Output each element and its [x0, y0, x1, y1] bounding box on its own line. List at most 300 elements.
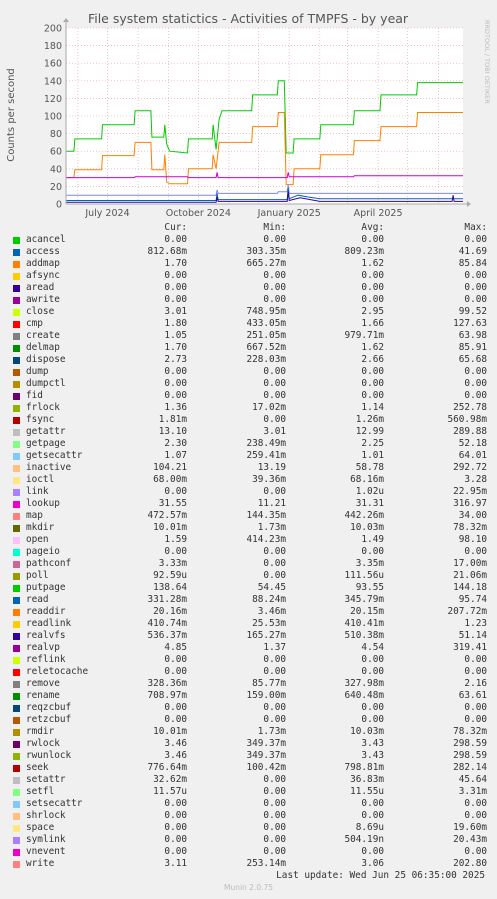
legend-cur: 328.36m	[147, 678, 187, 689]
y-tick-label: 20	[49, 181, 62, 193]
legend-avg: 410.41m	[344, 618, 384, 629]
legend-cur: 13.10	[158, 426, 187, 437]
legend-cur: 2.30	[164, 438, 187, 449]
legend-min: 3.46m	[257, 606, 286, 617]
legend-avg: 3.43	[361, 750, 384, 761]
legend-row	[0, 654, 497, 666]
y-tick-label: 200	[43, 23, 62, 35]
legend-min: 17.02m	[252, 402, 286, 413]
x-tick-label: July 2024	[85, 208, 130, 219]
legend-swatch	[13, 753, 20, 760]
legend-max: 19.60m	[453, 822, 487, 833]
legend-avg: 1.02u	[355, 486, 384, 497]
legend-cur: 0.00	[164, 702, 187, 713]
legend-row	[0, 738, 497, 750]
legend-name: vnevent	[26, 846, 66, 857]
munin-version: Munin 2.0.75	[223, 883, 274, 892]
legend-name: fid	[26, 390, 43, 401]
last-update: Last update: Wed Jun 25 06:35:00 2025	[276, 870, 485, 881]
legend-cur: 776.64m	[147, 762, 187, 773]
legend-name: setfl	[26, 786, 55, 797]
legend-name: dump	[26, 366, 49, 377]
legend-avg: 0.00	[361, 294, 384, 305]
legend-min: 303.35m	[246, 246, 286, 257]
legend-min: 144.35m	[246, 510, 286, 521]
header-avg: Avg:	[361, 222, 384, 233]
legend-min: 433.05m	[246, 318, 286, 329]
legend-row	[0, 546, 497, 558]
legend-swatch	[13, 441, 20, 448]
legend-row	[0, 678, 497, 690]
legend-max: 0.00	[464, 366, 487, 377]
legend-swatch	[13, 309, 20, 316]
legend-swatch	[13, 657, 20, 664]
legend-swatch	[13, 609, 20, 616]
legend-row	[0, 570, 497, 582]
legend-max: 2.16	[464, 678, 487, 689]
legend-cur: 0.00	[164, 714, 187, 725]
legend-name: seek	[26, 762, 49, 773]
header-cur: Cur:	[164, 222, 187, 233]
legend-min: 0.00	[263, 570, 286, 581]
legend-cur: 0.00	[164, 270, 187, 281]
legend-avg: 1.01	[361, 450, 384, 461]
legend-row	[0, 534, 497, 546]
legend-max: 63.61	[458, 690, 487, 701]
legend-swatch	[13, 429, 20, 436]
legend-min: 0.00	[263, 846, 286, 857]
legend-cur: 1.80	[164, 318, 187, 329]
legend-max: 22.95m	[453, 486, 487, 497]
legend-min: 748.95m	[246, 306, 286, 317]
legend-max: 1.23	[464, 618, 487, 629]
legend-name: symlink	[26, 834, 66, 845]
legend-name: remove	[26, 678, 60, 689]
legend-swatch	[13, 501, 20, 508]
legend-swatch	[13, 525, 20, 532]
legend-min: 54.45	[257, 582, 286, 593]
legend-max: 560.98m	[447, 414, 487, 425]
legend-name: cmp	[26, 318, 43, 329]
legend-avg: 0.00	[361, 390, 384, 401]
legend-row	[0, 834, 497, 846]
legend-cur: 0.00	[164, 666, 187, 677]
legend-swatch	[13, 741, 20, 748]
legend-swatch	[13, 345, 20, 352]
legend-avg: 0.00	[361, 270, 384, 281]
legend-min: 159.00m	[246, 690, 286, 701]
legend-swatch	[13, 729, 20, 736]
legend-row	[0, 774, 497, 786]
legend-row	[0, 270, 497, 282]
legend-min: 0.00	[263, 282, 286, 293]
legend-cur: 3.01	[164, 306, 187, 317]
legend-swatch	[13, 597, 20, 604]
legend-cur: 1.07	[164, 450, 187, 461]
legend-swatch	[13, 297, 20, 304]
legend-row	[0, 582, 497, 594]
legend-row	[0, 474, 497, 486]
legend-max: 20.43m	[453, 834, 487, 845]
legend-avg: 1.49	[361, 534, 384, 545]
legend-cur: 10.01m	[153, 522, 187, 533]
legend-row	[0, 726, 497, 738]
legend-cur: 138.64	[153, 582, 187, 593]
legend-min: 259.41m	[246, 450, 286, 461]
legend-row	[0, 786, 497, 798]
legend-swatch	[13, 417, 20, 424]
legend-min: 251.05m	[246, 330, 286, 341]
legend-min: 349.37m	[246, 738, 286, 749]
legend-swatch	[13, 489, 20, 496]
legend-cur: 0.00	[164, 366, 187, 377]
legend-min: 0.00	[263, 378, 286, 389]
legend-min: 0.00	[263, 834, 286, 845]
legend-max: 298.59	[453, 738, 487, 749]
legend-row	[0, 462, 497, 474]
legend-cur: 3.46	[164, 750, 187, 761]
legend-row	[0, 630, 497, 642]
y-tick-label: 40	[49, 164, 62, 176]
legend-avg: 504.19n	[344, 834, 384, 845]
legend-min: 0.00	[263, 714, 286, 725]
legend-name: dumpctl	[26, 378, 66, 389]
legend-name: getpage	[26, 438, 66, 449]
legend-name: dispose	[26, 354, 66, 365]
legend-swatch	[13, 717, 20, 724]
legend-row	[0, 426, 497, 438]
legend-min: 349.37m	[246, 750, 286, 761]
legend-swatch	[13, 405, 20, 412]
legend-name: fsync	[26, 414, 55, 425]
legend-name: write	[26, 858, 55, 869]
legend-name: rwlock	[26, 738, 60, 749]
legend-min: 0.00	[263, 486, 286, 497]
legend-name: rename	[26, 690, 60, 701]
legend-cur: 536.37m	[147, 630, 187, 641]
chart-title: File system statictics - Activities of TMPFS - by year	[87, 11, 409, 26]
legend-swatch	[13, 249, 20, 256]
legend-max: 298.59	[453, 750, 487, 761]
legend-swatch	[13, 645, 20, 652]
legend-max: 0.00	[464, 654, 487, 665]
legend-avg: 1.62	[361, 258, 384, 269]
legend-avg: 2.66	[361, 354, 384, 365]
legend-name: readdir	[26, 606, 66, 617]
legend-name: readlink	[26, 618, 72, 629]
legend-avg: 3.35m	[355, 558, 384, 569]
legend-swatch	[13, 585, 20, 592]
legend-swatch	[13, 465, 20, 472]
legend-row	[0, 666, 497, 678]
legend-cur: 3.33m	[158, 558, 187, 569]
legend-min: 1.37	[263, 642, 286, 653]
y-tick-label: 180	[43, 41, 62, 53]
side-label: RRDTOOL / TOBI OETIKER	[483, 20, 491, 104]
legend-avg: 0.00	[361, 378, 384, 389]
legend-cur: 0.00	[164, 798, 187, 809]
legend-cur: 20.16m	[153, 606, 187, 617]
legend-name: addmap	[26, 258, 60, 269]
legend-min: 100.42m	[246, 762, 286, 773]
legend-row	[0, 438, 497, 450]
legend-swatch	[13, 801, 20, 808]
legend-max: 52.18	[458, 438, 487, 449]
legend-row	[0, 642, 497, 654]
legend-swatch	[13, 765, 20, 772]
legend-name: frlock	[26, 402, 60, 413]
header-min: Min:	[263, 222, 286, 233]
legend-cur: 0.00	[164, 378, 187, 389]
legend-row	[0, 522, 497, 534]
legend-swatch	[13, 369, 20, 376]
legend-row	[0, 846, 497, 858]
legend-row	[0, 510, 497, 522]
legend-row	[0, 366, 497, 378]
legend-cur: 0.00	[164, 810, 187, 821]
legend-row	[0, 258, 497, 270]
legend-swatch	[13, 453, 20, 460]
legend-cur: 0.00	[164, 654, 187, 665]
legend-min: 228.03m	[246, 354, 286, 365]
legend-name: inactive	[26, 462, 72, 473]
legend-name: pathconf	[26, 558, 72, 569]
legend-name: acancel	[26, 234, 66, 245]
legend-name: awrite	[26, 294, 60, 305]
legend-avg: 2.25	[361, 438, 384, 449]
legend-avg: 0.00	[361, 810, 384, 821]
x-axis-arrow	[467, 201, 471, 207]
legend-max: 316.97	[453, 498, 487, 509]
legend-max: 85.91	[458, 342, 487, 353]
legend-cur: 410.74m	[147, 618, 187, 629]
legend-cur: 0.00	[164, 822, 187, 833]
legend-min: 0.00	[263, 390, 286, 401]
legend-max: 292.72	[453, 462, 487, 473]
legend-name: map	[26, 510, 43, 521]
legend-max: 45.64	[458, 774, 487, 785]
legend-min: 0.00	[263, 798, 286, 809]
legend-swatch	[13, 537, 20, 544]
legend-avg: 1.14	[361, 402, 384, 413]
legend-max: 78.32m	[453, 522, 487, 533]
legend-min: 253.14m	[246, 858, 286, 869]
legend-max: 0.00	[464, 378, 487, 389]
legend-name: putpage	[26, 582, 66, 593]
legend-avg: 0.00	[361, 846, 384, 857]
legend-avg: 68.16m	[350, 474, 384, 485]
legend-name: access	[26, 246, 60, 257]
legend-cur: 812.68m	[147, 246, 187, 257]
legend-row	[0, 246, 497, 258]
legend-name: getattr	[26, 426, 66, 437]
y-tick-label: 120	[43, 93, 62, 105]
legend-max: 78.32m	[453, 726, 487, 737]
legend-avg: 0.00	[361, 234, 384, 245]
legend-max: 144.18	[453, 582, 487, 593]
legend-cur: 3.11	[164, 858, 187, 869]
legend-name: space	[26, 822, 55, 833]
legend-max: 95.74	[458, 594, 487, 605]
legend-avg: 31.31	[355, 498, 384, 509]
legend-row	[0, 702, 497, 714]
legend-swatch	[13, 285, 20, 292]
legend-max: 0.00	[464, 294, 487, 305]
legend-min: 39.36m	[252, 474, 286, 485]
legend-cur: 1.05	[164, 330, 187, 341]
legend-min: 88.24m	[252, 594, 286, 605]
legend-avg: 0.00	[361, 714, 384, 725]
legend-avg: 640.48m	[344, 690, 384, 701]
legend-swatch	[13, 357, 20, 364]
legend-cur: 31.55	[158, 498, 187, 509]
legend-max: 21.06m	[453, 570, 487, 581]
x-tick-label: January 2025	[257, 208, 321, 219]
legend-cur: 0.00	[164, 846, 187, 857]
legend-min: 0.00	[263, 270, 286, 281]
legend-row	[0, 618, 497, 630]
legend-max: 0.00	[464, 390, 487, 401]
legend-row	[0, 294, 497, 306]
legend-min: 0.00	[263, 234, 286, 245]
y-tick-label: 100	[43, 111, 62, 123]
legend-max: 3.28	[464, 474, 487, 485]
legend-max: 319.41	[453, 642, 487, 653]
legend-max: 34.00	[458, 510, 487, 521]
legend-cur: 0.00	[164, 390, 187, 401]
legend-avg: 0.00	[361, 702, 384, 713]
legend-name: close	[26, 306, 55, 317]
legend-max: 282.14	[453, 762, 487, 773]
legend-swatch	[13, 837, 20, 844]
legend-name: create	[26, 330, 60, 341]
legend-cur: 708.97m	[147, 690, 187, 701]
legend-avg: 0.00	[361, 282, 384, 293]
legend-row	[0, 450, 497, 462]
legend-name: pageio	[26, 546, 60, 557]
legend-min: 0.00	[263, 822, 286, 833]
legend-min: 1.73m	[257, 726, 286, 737]
legend-name: setattr	[26, 774, 66, 785]
legend-name: reletocache	[26, 666, 89, 677]
legend-max: 0.00	[464, 702, 487, 713]
legend-min: 665.27m	[246, 258, 286, 269]
legend-name: lookup	[26, 498, 60, 509]
legend-swatch	[13, 621, 20, 628]
legend-row	[0, 486, 497, 498]
legend-cur: 0.00	[164, 486, 187, 497]
legend-min: 25.53m	[252, 618, 286, 629]
legend-name: afsync	[26, 270, 60, 281]
legend-swatch	[13, 393, 20, 400]
legend-min: 0.00	[263, 666, 286, 677]
legend-avg: 1.66	[361, 318, 384, 329]
legend-max: 0.00	[464, 234, 487, 245]
legend-cur: 1.70	[164, 342, 187, 353]
legend-min: 85.77m	[252, 678, 286, 689]
legend-row	[0, 330, 497, 342]
legend-swatch	[13, 381, 20, 388]
legend-min: 0.00	[263, 786, 286, 797]
legend-min: 0.00	[263, 558, 286, 569]
legend-swatch	[13, 273, 20, 280]
legend-swatch	[13, 681, 20, 688]
legend-min: 0.00	[263, 366, 286, 377]
legend-min: 0.00	[263, 294, 286, 305]
legend-max: 0.00	[464, 810, 487, 821]
legend-avg: 2.95	[361, 306, 384, 317]
y-tick-label: 140	[43, 76, 62, 88]
legend-avg: 11.55u	[350, 786, 384, 797]
legend-avg: 8.69u	[355, 822, 384, 833]
legend-row	[0, 498, 497, 510]
legend-name: rwunlock	[26, 750, 72, 761]
legend-swatch	[13, 825, 20, 832]
legend-max: 127.63	[453, 318, 487, 329]
y-tick-label: 80	[49, 129, 62, 141]
legend-name: ioctl	[26, 474, 55, 485]
legend-max: 0.00	[464, 714, 487, 725]
legend-row	[0, 606, 497, 618]
legend-max: 63.98	[458, 330, 487, 341]
chart	[0, 0, 497, 220]
legend-min: 0.00	[263, 546, 286, 557]
legend-name: realvp	[26, 642, 60, 653]
legend-swatch	[13, 513, 20, 520]
legend-avg: 798.81m	[344, 762, 384, 773]
y-tick-label: 60	[49, 146, 62, 158]
legend-min: 0.00	[263, 774, 286, 785]
legend-max: 51.14	[458, 630, 487, 641]
legend-swatch	[13, 669, 20, 676]
legend-row	[0, 414, 497, 426]
legend-name: read	[26, 594, 49, 605]
legend-avg: 4.54	[361, 642, 384, 653]
legend-cur: 104.21	[153, 462, 187, 473]
legend-max: 85.84	[458, 258, 487, 269]
legend-avg: 809.23m	[344, 246, 384, 257]
legend-cur: 2.73	[164, 354, 187, 365]
legend-cur: 0.00	[164, 234, 187, 245]
legend-row	[0, 354, 497, 366]
legend-cur: 0.00	[164, 294, 187, 305]
legend-cur: 10.01m	[153, 726, 187, 737]
legend-avg: 1.26m	[355, 414, 384, 425]
legend-swatch	[13, 705, 20, 712]
legend-min: 0.00	[263, 654, 286, 665]
legend-row	[0, 342, 497, 354]
legend-row	[0, 858, 497, 870]
legend-name: delmap	[26, 342, 60, 353]
legend-max: 0.00	[464, 798, 487, 809]
legend-row	[0, 378, 497, 390]
legend-cur: 1.59	[164, 534, 187, 545]
legend-name: realvfs	[26, 630, 66, 641]
legend-min: 667.52m	[246, 342, 286, 353]
legend-swatch	[13, 861, 20, 868]
legend-row	[0, 594, 497, 606]
legend-avg: 93.55	[355, 582, 384, 593]
legend-row	[0, 822, 497, 834]
legend-avg: 36.83m	[350, 774, 384, 785]
legend-row	[0, 306, 497, 318]
legend-avg: 3.43	[361, 738, 384, 749]
legend-avg: 20.15m	[350, 606, 384, 617]
legend-cur: 1.36	[164, 402, 187, 413]
legend-swatch	[13, 813, 20, 820]
legend-swatch	[13, 561, 20, 568]
legend-cur: 68.00m	[153, 474, 187, 485]
